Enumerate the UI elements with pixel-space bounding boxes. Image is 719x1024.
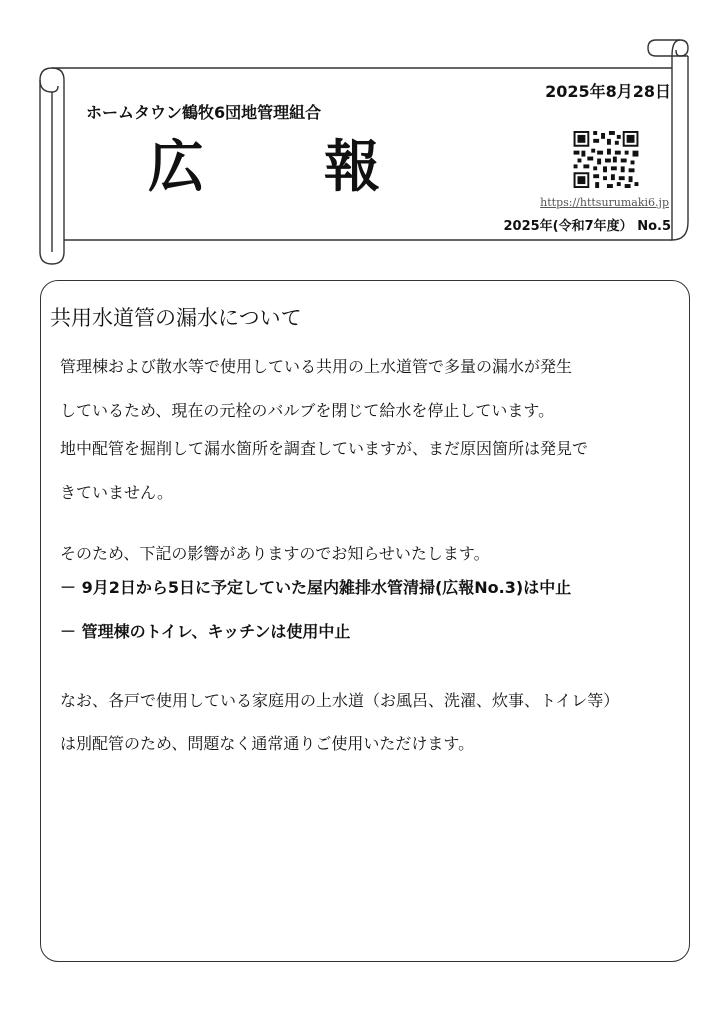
website-link[interactable]: https://httsurumaki6.jp — [540, 196, 669, 209]
article-heading: 共用水道管の漏水について — [50, 306, 302, 330]
article-line: 地中配管を掘削して漏水箇所を調査していますが、まだ原因箇所は発見で — [60, 439, 589, 458]
article-bullet: － 管理棟のトイレ、キッチンは使用中止 — [60, 622, 351, 641]
article-line: なお、各戸で使用している家庭用の上水道（お風呂、洗濯、炊事、トイレ等） — [60, 691, 620, 710]
issue-number: 2025年(令和7年度） No.5 — [503, 219, 671, 234]
article-line: そのため、下記の影響がありますのでお知らせいたします。 — [60, 544, 490, 563]
article-bullet: － 9月2日から5日に予定していた屋内雑排水管清掃(広報No.3)は中止 — [60, 578, 572, 597]
article-line: きていません。 — [60, 483, 173, 502]
article-line: 管理棟および散水等で使用している共用の上水道管で多量の漏水が発生 — [60, 357, 573, 376]
article-line: は別配管のため、問題なく通常通りご使用いただけます。 — [60, 734, 475, 753]
page-title: 広報 — [148, 135, 500, 200]
issue-date: 2025年8月28日 — [545, 82, 671, 101]
organization-name: ホームタウン鶴牧6団地管理組合 — [86, 103, 322, 122]
article-line: しているため、現在の元栓のバルブを閉じて給水を停止しています。 — [60, 401, 555, 420]
qr-code-icon[interactable] — [573, 131, 639, 188]
